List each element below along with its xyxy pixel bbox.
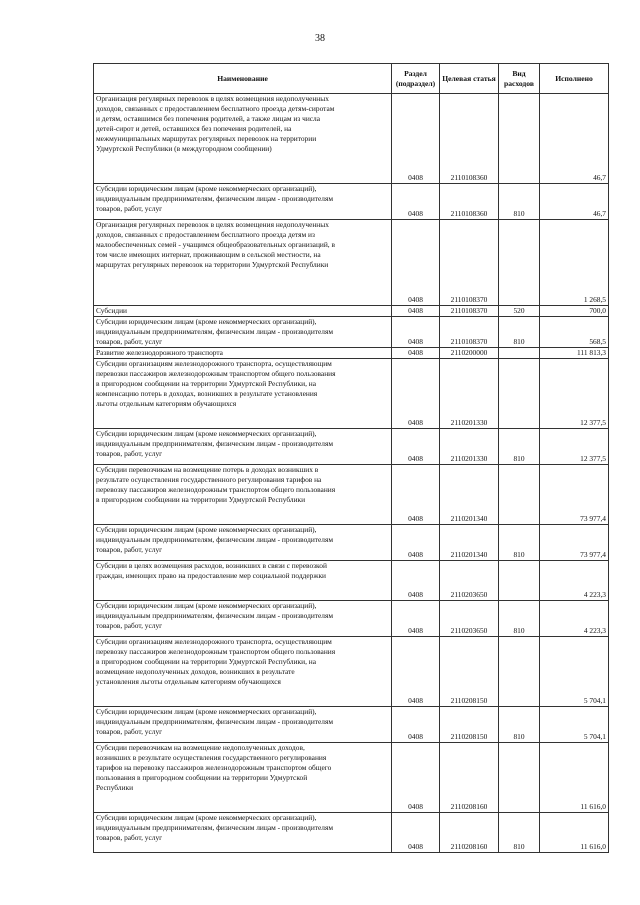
table-body — [94, 94, 609, 853]
row-target: 2110108370 — [440, 306, 499, 317]
row-expense-type — [499, 465, 540, 525]
row-target: 2110201330 — [440, 429, 499, 465]
row-name: Субсидии юридическим лицам (кроме некоммерческих организаций), индивидуальным предпринимателям, физическим лицам - производителям товаров, работ, услуг — [94, 707, 392, 743]
row-amount: 73 977,4 — [540, 465, 609, 525]
row-section: 0408 — [392, 317, 440, 348]
row-name: Субсидии юридическим лицам (кроме некоммерческих организаций), индивидуальным предпринимателям, физическим лицам - производителям товаров, работ, услуг — [94, 525, 392, 561]
row-target: 2110208150 — [440, 707, 499, 743]
table-row — [94, 220, 609, 306]
row-amount: 111 813,3 — [540, 348, 609, 359]
table-row — [94, 525, 609, 561]
table-row — [94, 465, 609, 525]
row-name: Субсидии юридическим лицам (кроме некоммерческих организаций), индивидуальным предпринимателям, физическим лицам - производителям товаров, работ, услуг — [94, 813, 392, 853]
row-name: Субсидии юридическим лицам (кроме некоммерческих организаций), индивидуальным предпринимателям, физическим лицам - производителям товаров, работ, услуг — [94, 429, 392, 465]
row-section: 0408 — [392, 813, 440, 853]
row-section: 0408 — [392, 348, 440, 359]
row-expense-type: 810 — [499, 429, 540, 465]
header-amount: Исполнено — [540, 64, 609, 94]
row-expense-type: 810 — [499, 707, 540, 743]
header-expense-type: Вид расходов — [499, 64, 540, 94]
row-expense-type: 810 — [499, 317, 540, 348]
row-target: 2110108370 — [440, 317, 499, 348]
row-amount: 12 377,5 — [540, 359, 609, 429]
row-target: 2110200000 — [440, 348, 499, 359]
row-amount: 46,7 — [540, 184, 609, 220]
row-expense-type: 810 — [499, 184, 540, 220]
table-row — [94, 561, 609, 601]
row-section: 0408 — [392, 601, 440, 637]
row-name: Организация регулярных перевозок в целях возмещения недополученных доходов, связанных с предоставлением бесплатного проезда детям из малообеспеченных семей - учащимся общеобразовательных организаций, в том числе имеющих интернат, проживающим в сельской местности, на маршрутах регулярных перевозок на территории Удмуртской Республики — [94, 220, 392, 306]
table-row — [94, 184, 609, 220]
row-expense-type — [499, 359, 540, 429]
header-name: Наименование — [94, 64, 392, 94]
row-section: 0408 — [392, 94, 440, 184]
row-expense-type: 810 — [499, 601, 540, 637]
row-target: 2110201330 — [440, 359, 499, 429]
row-name: Субсидии перевозчикам на возмещение потерь в доходах возникших в результате осуществления государственного регулирования тарифов на перевозку пассажиров железнодорожным транспортом общего пользования в пригородном сообщении на территории Удмуртской Республики — [94, 465, 392, 525]
row-section: 0408 — [392, 743, 440, 813]
row-name: Организация регулярных перевозок в целях возмещения недополученных доходов, связанных с предоставлением бесплатного проезда детям-сиротам и детям, оставшимся без попечения родителей, а также лицам из числа детей-сирот и детей, оставшихся без попечения родителей, на межмуниципальных маршрутах регулярных перевозок на территории Удмуртской Республики (в междугородном сообщении) — [94, 94, 392, 184]
table-row — [94, 743, 609, 813]
row-name: Субсидии перевозчикам на возмещение недополученных доходов, возникших в результате осуществления государственного регулирования тарифов на перевозку пассажиров железнодорожным транспортом общего пользования в пригородном сообщении на территории Удмуртской Республики — [94, 743, 392, 813]
budget-table — [93, 63, 609, 853]
row-target: 2110201340 — [440, 465, 499, 525]
row-target: 2110108360 — [440, 94, 499, 184]
row-amount: 700,0 — [540, 306, 609, 317]
row-target: 2110201340 — [440, 525, 499, 561]
row-name: Субсидии юридическим лицам (кроме некоммерческих организаций), индивидуальным предпринимателям, физическим лицам - производителям товаров, работ, услуг — [94, 601, 392, 637]
row-amount: 5 704,1 — [540, 707, 609, 743]
row-amount: 4 223,3 — [540, 561, 609, 601]
row-expense-type — [499, 348, 540, 359]
row-name: Субсидии юридическим лицам (кроме некоммерческих организаций), индивидуальным предпринимателям, физическим лицам - производителям товаров, работ, услуг — [94, 317, 392, 348]
row-target: 2110108360 — [440, 184, 499, 220]
row-name: Развитие железнодорожного транспорта — [94, 348, 392, 359]
row-name: Субсидии юридическим лицам (кроме некоммерческих организаций), индивидуальным предпринимателям, физическим лицам - производителям товаров, работ, услуг — [94, 184, 392, 220]
header-section: Раздел (подраздел) — [392, 64, 440, 94]
row-name: Субсидии организациям железнодорожного транспорта, осуществляющим перевозку пассажиров железнодорожным транспортом общего пользования в пригородном сообщении на территории Удмуртской Республики, на возмещение недополученных доходов, возникших в результате установления льготы отдельным категориям обучающихся — [94, 637, 392, 707]
table-row — [94, 813, 609, 853]
row-amount: 11 616,0 — [540, 813, 609, 853]
table-row — [94, 306, 609, 317]
row-amount: 11 616,0 — [540, 743, 609, 813]
table-row — [94, 94, 609, 184]
row-expense-type: 810 — [499, 525, 540, 561]
row-section: 0408 — [392, 465, 440, 525]
row-target: 2110108370 — [440, 220, 499, 306]
row-amount: 12 377,5 — [540, 429, 609, 465]
header-target: Целевая статья — [440, 64, 499, 94]
row-target: 2110208150 — [440, 637, 499, 707]
row-expense-type — [499, 561, 540, 601]
table-row — [94, 359, 609, 429]
row-name: Субсидии — [94, 306, 392, 317]
table-row — [94, 429, 609, 465]
row-expense-type — [499, 220, 540, 306]
row-section: 0408 — [392, 525, 440, 561]
row-section: 0408 — [392, 429, 440, 465]
row-amount: 1 268,5 — [540, 220, 609, 306]
row-section: 0408 — [392, 359, 440, 429]
row-section: 0408 — [392, 561, 440, 601]
row-name: Субсидии в целях возмещения расходов, возникших в связи с перевозкой граждан, имеющих право на предоставление мер социальной поддержки — [94, 561, 392, 601]
row-section: 0408 — [392, 637, 440, 707]
page-number: 38 — [315, 33, 325, 44]
row-expense-type — [499, 94, 540, 184]
row-amount: 46,7 — [540, 94, 609, 184]
row-target: 2110203650 — [440, 561, 499, 601]
table-row — [94, 637, 609, 707]
row-expense-type: 520 — [499, 306, 540, 317]
table-row — [94, 348, 609, 359]
table-row — [94, 317, 609, 348]
row-amount: 73 977,4 — [540, 525, 609, 561]
row-section: 0408 — [392, 707, 440, 743]
row-expense-type: 810 — [499, 813, 540, 853]
row-target: 2110208160 — [440, 743, 499, 813]
row-section: 0408 — [392, 220, 440, 306]
row-section: 0408 — [392, 184, 440, 220]
row-amount: 5 704,1 — [540, 637, 609, 707]
table-row — [94, 707, 609, 743]
row-amount: 568,5 — [540, 317, 609, 348]
row-name: Субсидии организациям железнодорожного транспорта, осуществляющим перевозки пассажиров железнодорожным транспортом общего пользования в пригородном сообщении на территории Удмуртской Республики, на компенсацию потерь в доходах, возникших в результате установления льготы отдельным категориям обучающихся — [94, 359, 392, 429]
row-target: 2110203650 — [440, 601, 499, 637]
row-amount: 4 223,3 — [540, 601, 609, 637]
row-expense-type — [499, 637, 540, 707]
row-target: 2110208160 — [440, 813, 499, 853]
table-row — [94, 601, 609, 637]
row-section: 0408 — [392, 306, 440, 317]
table-header-row — [94, 64, 609, 94]
row-expense-type — [499, 743, 540, 813]
